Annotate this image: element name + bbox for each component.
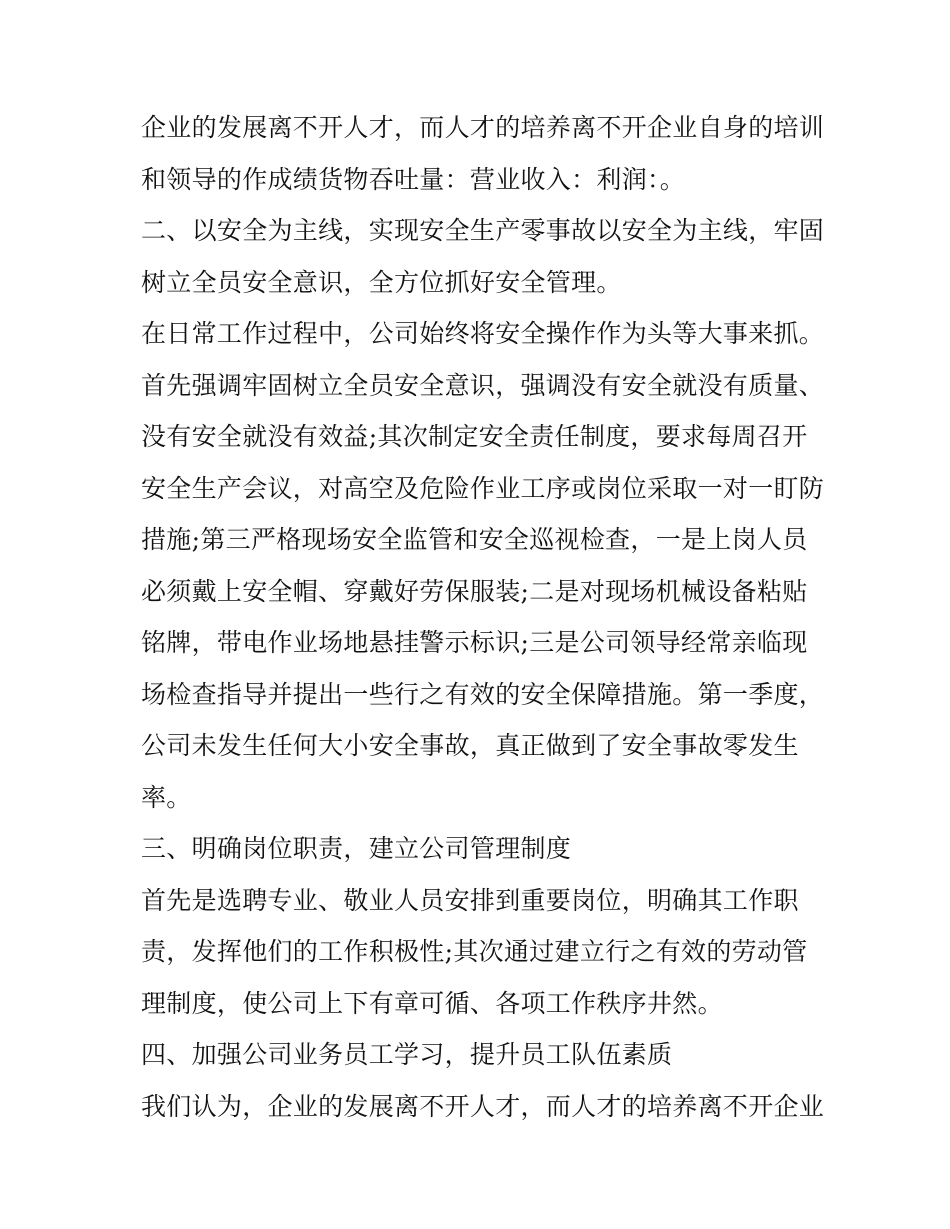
- text-line: 没有安全就没有效益;其次制定安全责任制度，要求每周召开: [141, 422, 808, 451]
- section-heading: 二、以安全为主线，实现安全生产零事故以安全为主线，牢固: [141, 216, 825, 245]
- text-line: 和领导的作成绩货物吞吐量：营业收入：利润：。: [141, 164, 686, 194]
- text-line: 首先是选聘专业、敬业人员安排到重要岗位，明确其工作职: [141, 885, 799, 915]
- text-line: 措施;第三严格现场安全监管和安全巡视检查，一是上岗人员: [141, 525, 808, 554]
- text-line: 必须戴上安全帽、穿戴好劳保服装;二是对现场机械设备粘贴: [141, 576, 808, 606]
- text-line: 率。: [141, 782, 192, 812]
- text-line: 我们认为，企业的发展离不开人才，而人才的培养离不开企业: [141, 1091, 825, 1121]
- text-line: 首先强调牢固树立全员安全意识，强调没有安全就没有质量、: [141, 370, 825, 400]
- document-body: [141, 102, 825, 1132]
- section-heading: 三、明确岗位职责，建立公司管理制度: [141, 834, 572, 863]
- text-line: 在日常工作过程中，公司始终将安全操作作为头等大事来抓。: [141, 319, 825, 348]
- text-line: 铭牌，带电作业场地悬挂警示标识;三是公司领导经常亲临现: [141, 628, 808, 657]
- text-line: 安全生产会议，对高空及危险作业工序或岗位采取一对一盯防: [141, 473, 825, 503]
- text-line: 公司未发生任何大小安全事故，真正做到了安全事故零发生: [141, 731, 799, 760]
- text-line: 理制度，使公司上下有章可循、各项工作秩序井然。: [141, 988, 723, 1018]
- text-line: 树立全员安全意识，全方位抓好安全管理。: [141, 267, 622, 297]
- section-heading: 四、加强公司业务员工学习，提升员工队伍素质: [141, 1040, 673, 1069]
- text-line: 企业的发展离不开人才，而人才的培养离不开企业自身的培训: [141, 113, 825, 142]
- text-line: 场检查指导并提出一些行之有效的安全保障措施。第一季度，: [141, 679, 825, 709]
- text-line: 责，发挥他们的工作积极性;其次通过建立行之有效的劳动管: [141, 937, 808, 966]
